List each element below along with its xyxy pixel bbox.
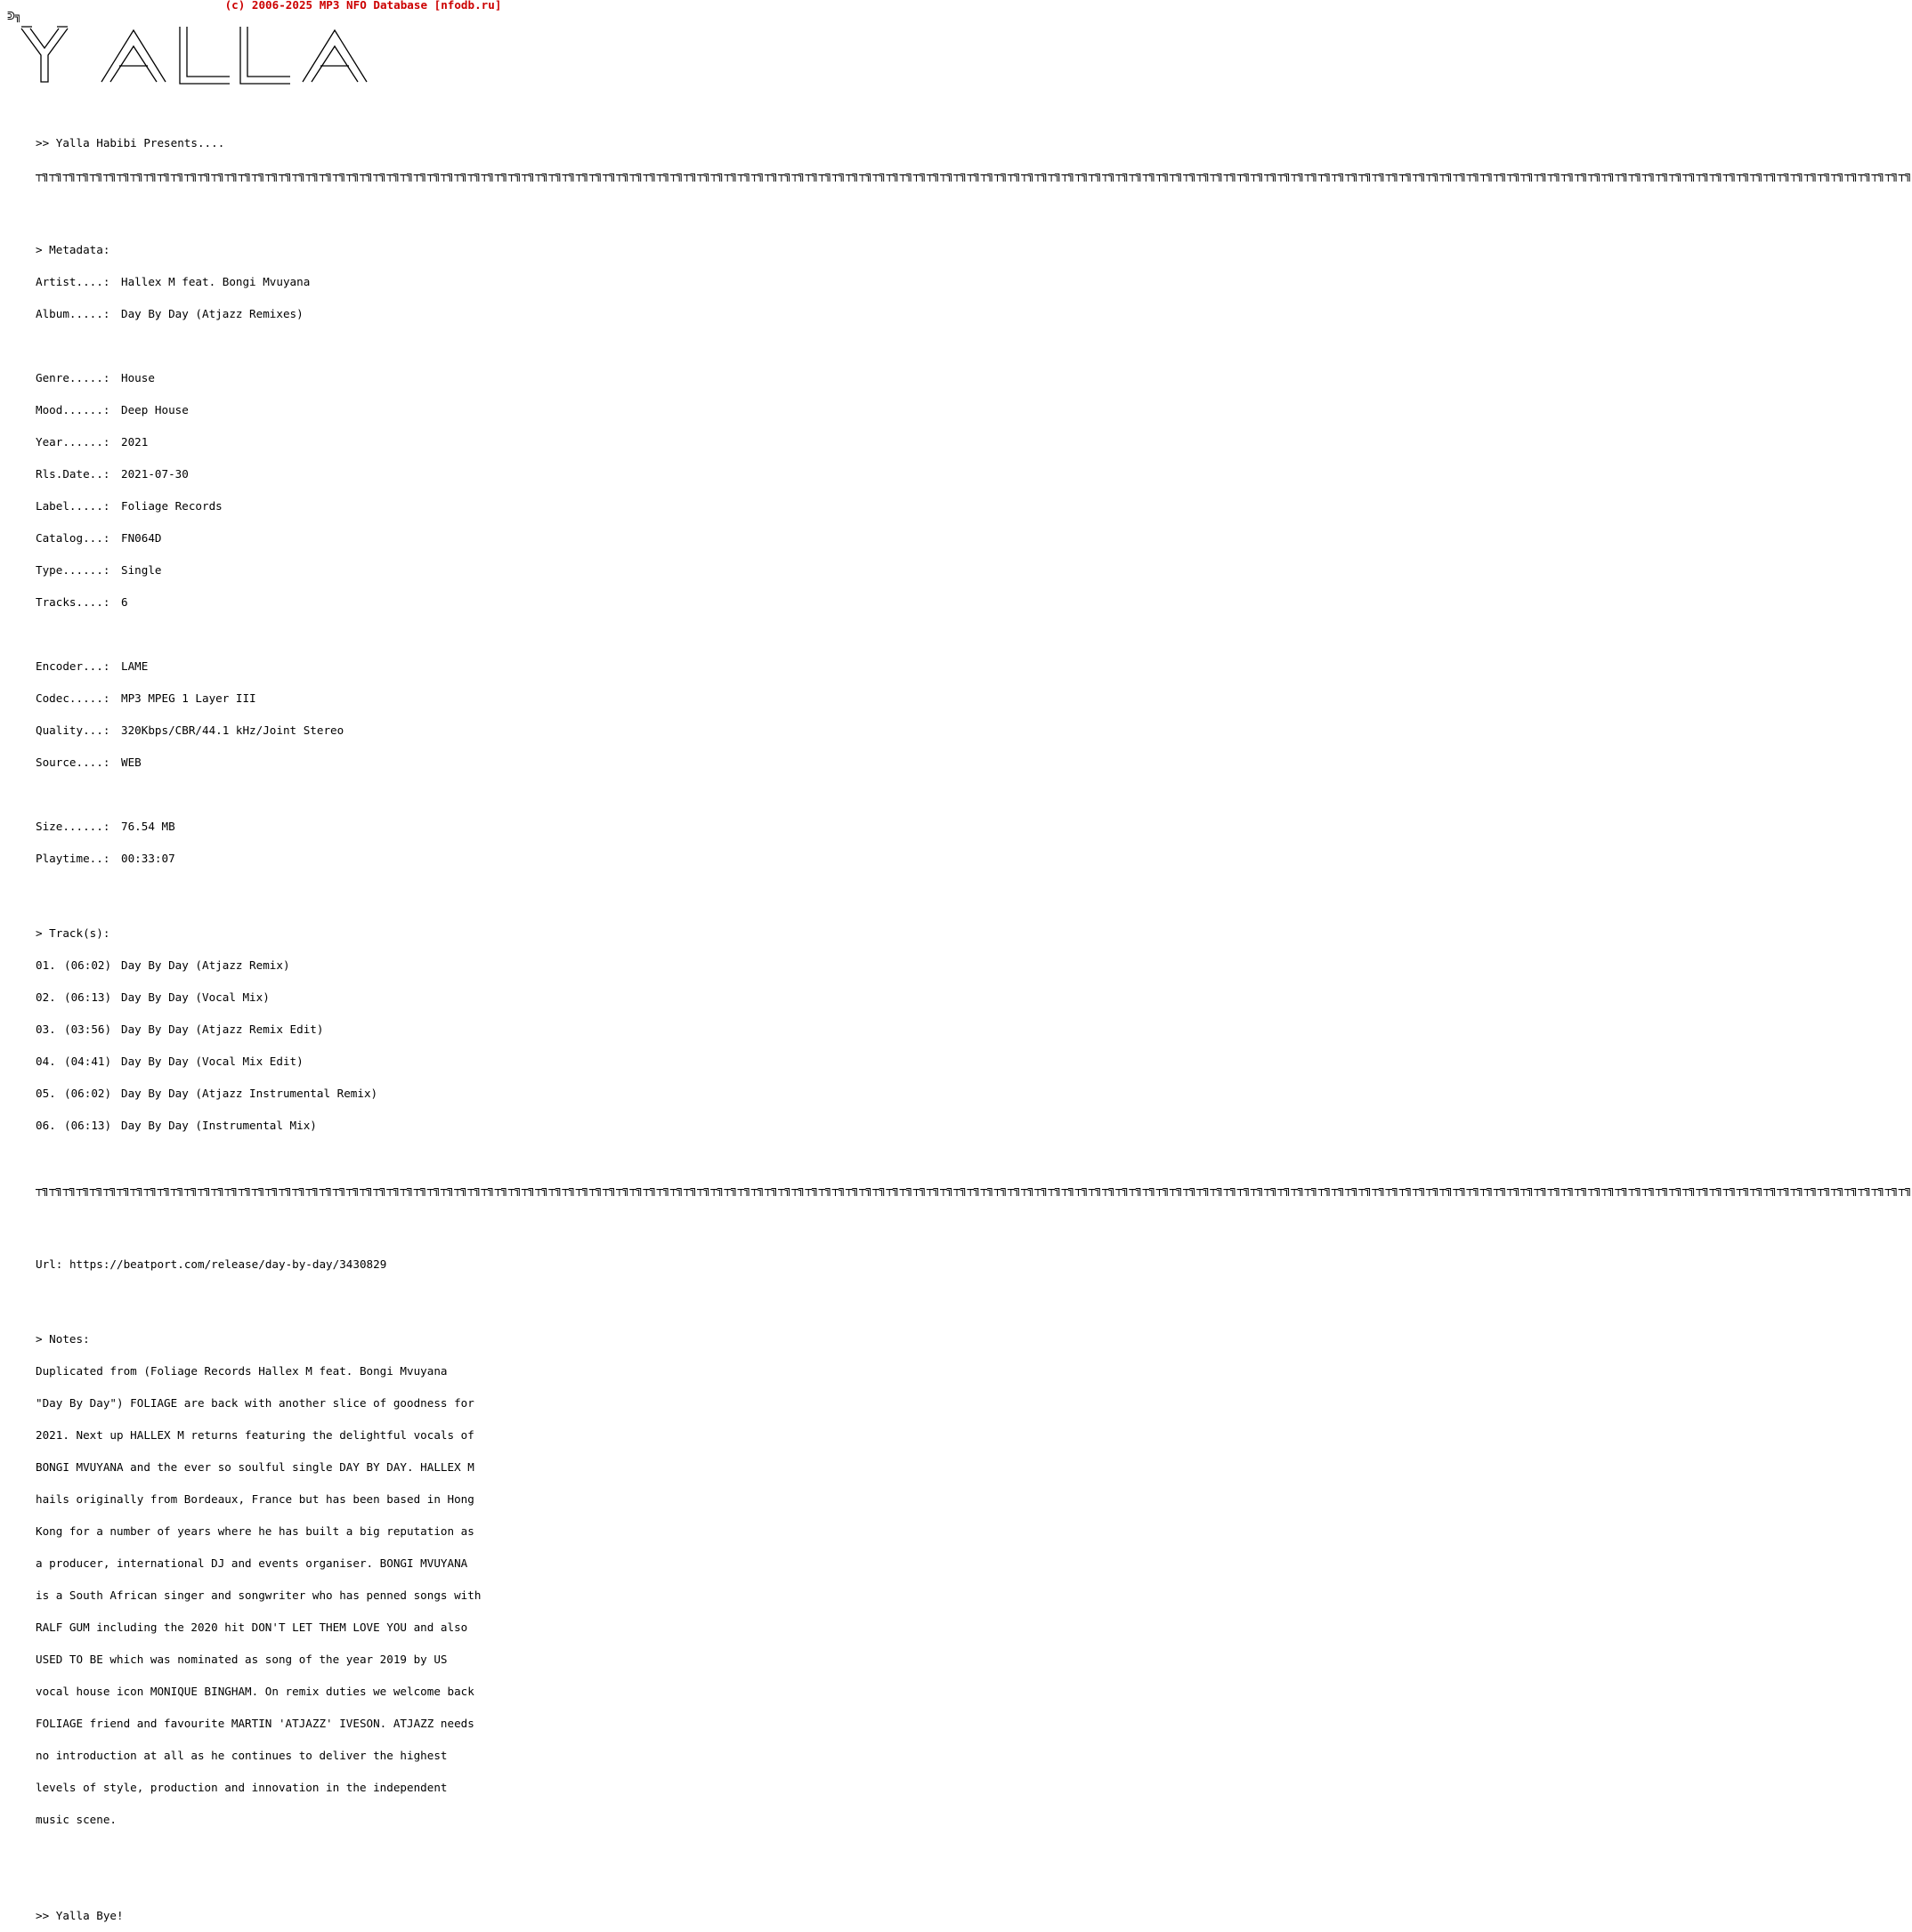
meta-size: Size......: 76.54 MB [36,820,175,833]
border-bottom: ┬╗┬╗┬╗┬╗┬╗┬╗┬╗┬╗┬╗┬╗┬╗┬╗┬╗┬╗┬╗┬╗┬╗┬╗┬╗┬╗┬╗┬╗┬╗┬╗┬╗┬╗┬╗┬╗┬╗┬╗┬╗┬╗┬╗┬╗┬╗┬╗┬╗┬╗┬╗┬╗┬╗┬╗┬╗┬╗┬╗┬╗┬╗┬╗┬╗┬╗┬╗┬╗┬╗┬╗┬╗┬╗┬╗┬╗┬╗┬╗┬╗┬╗┬╗┬╗┬╗┬╗┬╗┬╗┬╗┬╗┬╗┬╗┬╗┬╗┬╗┬╗┬╗┬╗┬╗┬╗┬╗┬╗┬╗┬╗┬╗┬╗┬╗┬╗┬╗┬╗┬╗┬╗┬╗┬╗┬╗┬╗┬╗┬╗┬╗┬╗┬╗┬╗┬╗┬╗┬╗┬╗┬╗┬╗┬╗┬╗┬╗┬╗┬╗┬╗┬╗┬╗┬╗┬╗┬╗┬╗┬╗┬╗┬╗┬╗┬╗┬╗┬╗┬╗┬╗┬╗┬╗┬╗┬╗┬╗┬╗┬╗┬╗┬╗┬╗ [36,1183,1912,1196]
beatport-link[interactable]: https://beatport.com/release/day-by-day/3430829 [69,1257,387,1271]
notes-line: is a South African singer and songwriter who has penned songs with [36,1588,482,1602]
meta-tracks: Tracks....: 6 [36,595,128,609]
track-row: 02. (06:13) Day By Day (Vocal Mix) [36,990,270,1004]
yalla-ascii-logo [20,23,393,91]
notes-line: levels of style, production and innovation in the independent [36,1781,448,1794]
logo-letter-l1 [180,27,230,84]
meta-mood: Mood......: Deep House [36,403,189,416]
bye-line: >> Yalla Bye! [36,1909,124,1922]
meta-playtime: Playtime..: 00:33:07 [36,852,175,865]
tracklist-heading: > Track(s): [36,926,110,940]
meta-artist: Artist....: Hallex M feat. Bongi Mvuyana [36,275,311,288]
track-row: 06. (06:13) Day By Day (Instrumental Mix) [36,1119,317,1132]
track-row: 03. (03:56) Day By Day (Atjazz Remix Edit) [36,1023,324,1036]
notes-line: no introduction at all as he continues to deliver the highest [36,1749,448,1762]
corner-glyph-icon: ᕲ╗ [7,10,22,22]
notes-line: "Day By Day") FOLIAGE are back with another slice of goodness for [36,1396,474,1410]
logo-letter-a [101,30,166,82]
notes-line: RALF GUM including the 2020 hit DON'T LET THEM LOVE YOU and also [36,1621,468,1634]
nfo-body [36,117,1912,1932]
meta-year: Year......: 2021 [36,435,149,449]
border-top: ┬╗┬╗┬╗┬╗┬╗┬╗┬╗┬╗┬╗┬╗┬╗┬╗┬╗┬╗┬╗┬╗┬╗┬╗┬╗┬╗┬╗┬╗┬╗┬╗┬╗┬╗┬╗┬╗┬╗┬╗┬╗┬╗┬╗┬╗┬╗┬╗┬╗┬╗┬╗┬╗┬╗┬╗┬╗┬╗┬╗┬╗┬╗┬╗┬╗┬╗┬╗┬╗┬╗┬╗┬╗┬╗┬╗┬╗┬╗┬╗┬╗┬╗┬╗┬╗┬╗┬╗┬╗┬╗┬╗┬╗┬╗┬╗┬╗┬╗┬╗┬╗┬╗┬╗┬╗┬╗┬╗┬╗┬╗┬╗┬╗┬╗┬╗┬╗┬╗┬╗┬╗┬╗┬╗┬╗┬╗┬╗┬╗┬╗┬╗┬╗┬╗┬╗┬╗┬╗┬╗┬╗┬╗┬╗┬╗┬╗┬╗┬╗┬╗┬╗┬╗┬╗┬╗┬╗┬╗┬╗┬╗┬╗┬╗┬╗┬╗┬╗┬╗┬╗┬╗┬╗┬╗┬╗┬╗┬╗┬╗┬╗┬╗┬╗┬╗ [36,168,1912,182]
notes-line: Kong for a number of years where he has built a big reputation as [36,1524,474,1538]
notes-line: vocal house icon MONIQUE BINGHAM. On remix duties we welcome back [36,1685,474,1698]
meta-genre: Genre.....: House [36,371,155,384]
notes-line: 2021. Next up HALLEX M returns featuring the delightful vocals of [36,1428,474,1442]
notes-heading: > Notes: [36,1332,90,1346]
meta-catalog: Catalog...: FN064D [36,531,162,545]
nfodb-credit: (c) 2006-2025 MP3 NFO Database [nfodb.ru] [224,0,502,12]
meta-source: Source....: WEB [36,756,142,769]
meta-quality: Quality...: 320Kbps/CBR/44.1 kHz/Joint Stereo [36,723,344,737]
meta-album: Album.....: Day By Day (Atjazz Remixes) [36,307,304,320]
meta-codec: Codec.....: MP3 MPEG 1 Layer III [36,691,256,705]
notes-line: music scene. [36,1813,117,1826]
logo-letter-l2 [240,27,290,84]
meta-type: Type......: Single [36,563,162,577]
track-row: 01. (06:02) Day By Day (Atjazz Remix) [36,958,290,972]
track-row: 04. (04:41) Day By Day (Vocal Mix Edit) [36,1055,304,1068]
track-row: 05. (06:02) Day By Day (Atjazz Instrumental Remix) [36,1087,378,1100]
notes-line: a producer, international DJ and events organiser. BONGI MVUYANA [36,1556,468,1570]
notes-line: BONGI MVUYANA and the ever so soulful single DAY BY DAY. HALLEX M [36,1460,474,1474]
url-line: Url: https://beatport.com/release/day-by-day/3430829 [36,1257,387,1271]
logo-letter-a2 [303,30,367,82]
metadata-heading: > Metadata: [36,243,110,256]
meta-label: Label.....: Foliage Records [36,499,223,513]
notes-line: USED TO BE which was nominated as song of the year 2019 by US [36,1653,448,1666]
presents-line: >> Yalla Habibi Presents.... [36,136,225,150]
logo-letter-y [21,28,68,82]
meta-rls-date: Rls.Date..: 2021-07-30 [36,467,189,481]
notes-line: FOLIAGE friend and favourite MARTIN 'ATJAZZ' IVESON. ATJAZZ needs [36,1717,474,1730]
notes-line: hails originally from Bordeaux, France but has been based in Hong [36,1492,474,1506]
notes-line: Duplicated from (Foliage Records Hallex M feat. Bongi Mvuyana [36,1364,448,1378]
meta-encoder: Encoder...: LAME [36,659,149,673]
